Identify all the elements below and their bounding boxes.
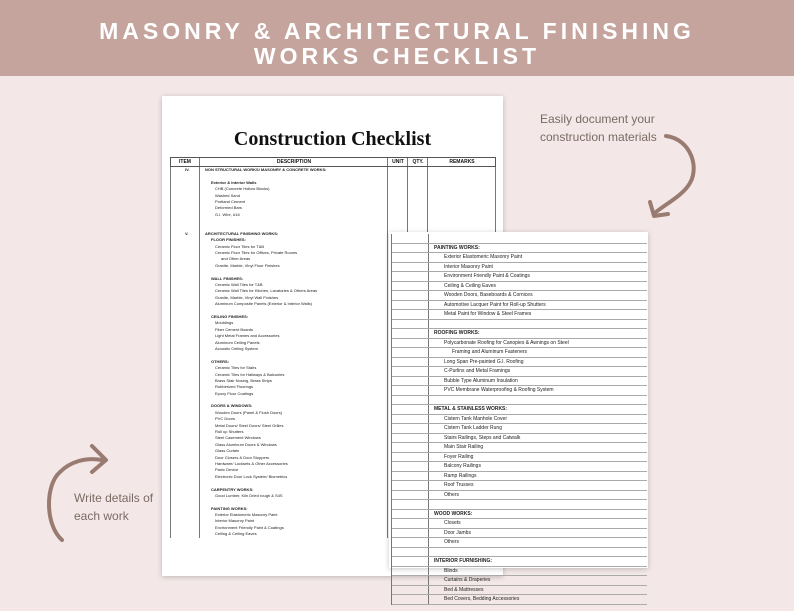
row-description: Glass Aluminum Doors & Windows [215, 441, 277, 447]
table-row [392, 491, 647, 501]
row-description: Curtains & Draperies [444, 577, 491, 583]
table-header [170, 157, 496, 167]
row-description: DOORS & WINDOWS: [211, 403, 253, 409]
table-row [392, 329, 647, 339]
row-description: CHB (Concrete Hollow Blocks) [215, 186, 270, 192]
note-write-details: Write details of each work [74, 491, 154, 523]
table-row [392, 481, 647, 491]
row-description: Door Closers & Door Stoppers [215, 454, 270, 460]
row-description: Long Span Pre-painted G.I. Roofing [444, 358, 524, 365]
table-row [392, 339, 647, 349]
row-description: PAINTING WORKS: [434, 244, 480, 251]
row-description: Good Lumber, Kiln Dried rough & S4S [215, 492, 283, 498]
row-description: Hardware/ Locksets & Other Accessories [215, 460, 288, 466]
title-banner [0, 0, 794, 76]
row-description: ARCHITECTURAL FINISHING WORKS: [205, 230, 279, 236]
table-row [392, 358, 647, 368]
row-description: ROOFING WORKS: [434, 330, 480, 336]
row-description: Aluminum Ceiling Panels [215, 339, 260, 345]
row-description: Ceiling & Ceiling Eaves [444, 282, 496, 289]
table-body-continuation [391, 234, 647, 605]
row-description: METAL & STAINLESS WORKS: [434, 406, 508, 412]
row-description: FLOOR FINISHES: [211, 237, 246, 243]
table-row [392, 310, 647, 320]
curved-arrow-left-icon [40, 430, 120, 550]
row-description: Ceramic Tiles for Stairs [215, 365, 257, 371]
table-row [392, 301, 647, 311]
row-description: Door Jambs [444, 529, 471, 536]
row-description: WOOD WORKS: [434, 510, 473, 517]
row-description: INTERIOR FURNISHING: [434, 558, 493, 564]
row-description: Automotive Lacquer Paint for Roll-up Shutters [444, 301, 546, 308]
header-unit: UNIT [392, 159, 404, 165]
header-description: DESCRIPTION [276, 159, 312, 165]
banner-title-line2: WORKS CHECKLIST [253, 43, 541, 69]
row-description: Rubberized Floorings [215, 384, 254, 390]
row-description: Ramp Railings [444, 472, 477, 479]
row-description: Roof Trusses [444, 482, 474, 488]
row-description: Balcony Railings [444, 463, 481, 469]
row-description: Wooden Doors (Panel & Flush Doors) [215, 409, 283, 415]
row-description: Granite, Marble, Vinyl Floor Finishes [215, 262, 280, 268]
table-row [392, 244, 647, 254]
row-description: Exterior Elastomeric Masonry Paint [444, 254, 523, 260]
row-description: Roll up Shutters [215, 429, 244, 435]
table-row [392, 595, 647, 605]
row-description: Acoustic Ceiling System [215, 345, 258, 351]
row-description: Epoxy Floor Coatings [215, 390, 254, 396]
row-description: Bed & Mattresses [444, 586, 484, 593]
row-description: Exterior & Interior Walls [211, 179, 257, 185]
row-description: WALL FINISHES: [211, 275, 244, 281]
row-description: Ceramic Floor Tiles for T&B [215, 243, 265, 249]
header-remarks: REMARKS [449, 159, 475, 165]
table-row [392, 405, 647, 415]
row-description: PAINTING WORKS: [211, 505, 248, 511]
document-title: Construction Checklist [233, 128, 432, 150]
table-row [392, 434, 647, 444]
table-row [392, 396, 647, 406]
row-description: Electronic Door Lock System/ Biometrics [215, 473, 288, 479]
row-item-number: IV. [185, 167, 190, 172]
row-description: Framing and Aluminum Fasteners [452, 349, 528, 355]
table-row [392, 291, 647, 301]
row-description: Fiber Cement Boards [215, 326, 254, 332]
row-description: Ceramic Floor Tiles for Offices, Private Rooms [215, 250, 298, 256]
table-row [392, 519, 647, 529]
row-description: Environment Friendly Paint & Coatings [215, 524, 284, 530]
row-description: Cistern Tank Manhole Cover [444, 415, 507, 422]
checklist-page-continuation [389, 232, 648, 602]
row-description: Closets [444, 520, 461, 526]
row-description: and Other Areas [221, 256, 251, 262]
table-row [392, 567, 647, 577]
row-description: PVC Membrane Waterproofing & Roofing System [444, 387, 554, 393]
row-item-number: V. [185, 230, 189, 236]
row-description: Wooden Doors, Baseboards & Cornices [444, 292, 533, 298]
row-description: C-Purlins and Metal Framings [444, 368, 511, 374]
table-row [392, 529, 647, 539]
table-row [392, 377, 647, 387]
row-description: Granite, Marble, Vinyl Wall Finishes [215, 294, 279, 300]
row-description: Panic Device [215, 467, 239, 473]
row-description: CEILING FINISHES: [211, 313, 249, 319]
row-description: Bed Covers, Bedding Accessories [444, 596, 520, 602]
row-description: Polycarbonate Roofing for Canopies & Awnings on Steel [444, 339, 569, 346]
row-description: Deformed Bars [215, 205, 242, 211]
table-row [392, 576, 647, 586]
row-description: Main Stair Railing [444, 444, 484, 450]
row-description: Aluminum Composite Panels (Exterior & Interior Walls) [215, 301, 312, 307]
table-row [392, 415, 647, 425]
row-description: Metal Paint for Window & Steel Frames [444, 311, 532, 317]
note-document-materials: Easily document your construction materials [540, 112, 657, 144]
header-qty: QTY. [412, 159, 424, 165]
row-description: Stairs Railings, Steps and Catwalk [444, 434, 521, 441]
row-description: Brass Stair Nosing, Brass Strips [215, 377, 272, 383]
row-description: OTHERS: [211, 358, 229, 364]
row-description: Interior Masonry Paint [444, 263, 493, 270]
table-row [392, 472, 647, 482]
row-description: Mouldings [215, 320, 234, 326]
table-row [392, 272, 647, 282]
table-row [392, 348, 647, 358]
table-row [392, 234, 647, 244]
table-row [392, 557, 647, 567]
table-row [392, 320, 647, 330]
row-description: Ceramic Wall Tiles for T&B [215, 282, 263, 288]
row-description: Interior Masonry Paint [215, 518, 255, 524]
header-item: ITEM [179, 159, 191, 165]
row-description: Ceiling & Ceiling Eaves [215, 531, 257, 537]
row-description: Cistern Tank Ladder Rung [444, 425, 502, 431]
table-row [392, 538, 647, 548]
row-description: Blinds [444, 567, 458, 574]
table-row [392, 386, 647, 396]
banner-title-line1: MASONRY & ARCHITECTURAL FINISHING [99, 18, 695, 44]
table-row [392, 443, 647, 453]
row-description: CARPENTRY WORKS: [211, 486, 254, 492]
row-description: Light Metal Frames and Accessories [215, 333, 280, 339]
row-description: Others [444, 539, 460, 545]
row-description: Portland Cement [215, 198, 246, 204]
row-description: Exterior Elastomeric Masonry Paint [215, 512, 278, 518]
table-row [392, 453, 647, 463]
curved-arrow-right-icon [636, 124, 706, 224]
row-description: Glass Curtain [215, 448, 240, 454]
table-row [392, 253, 647, 263]
row-description: Metal Doors/ Steel Doors/ Steel Grilles [215, 422, 284, 428]
row-description: Steel Casement Windows [215, 435, 261, 441]
row-description: Ceramic Tiles for Hallways & Balconies [215, 371, 285, 377]
table-row [392, 282, 647, 292]
table-row [392, 462, 647, 472]
table-row [392, 263, 647, 273]
row-description: PVC Doors [215, 416, 236, 422]
row-description: Others [444, 491, 460, 498]
table-row [392, 510, 647, 520]
row-description: G.I. Wire, #16 [215, 211, 240, 217]
table-row [392, 586, 647, 596]
table-row [392, 424, 647, 434]
table-row [392, 548, 647, 558]
row-description: NON STRUCTURAL WORKS/ MASONRY & CONCRETE WORKS: [205, 167, 327, 172]
row-description: Washed Sand [215, 192, 240, 198]
row-description: Foyer Railing [444, 453, 474, 460]
table-row [392, 367, 647, 377]
row-description: Ceramic Wall Tiles for Kitchen, Lavatories & Others Areas [215, 288, 318, 294]
table-row [392, 500, 647, 510]
row-description: Bubble Type Aluminum Insulation [444, 377, 518, 384]
row-description: Environment Friendly Paint & Coatings [444, 273, 530, 279]
